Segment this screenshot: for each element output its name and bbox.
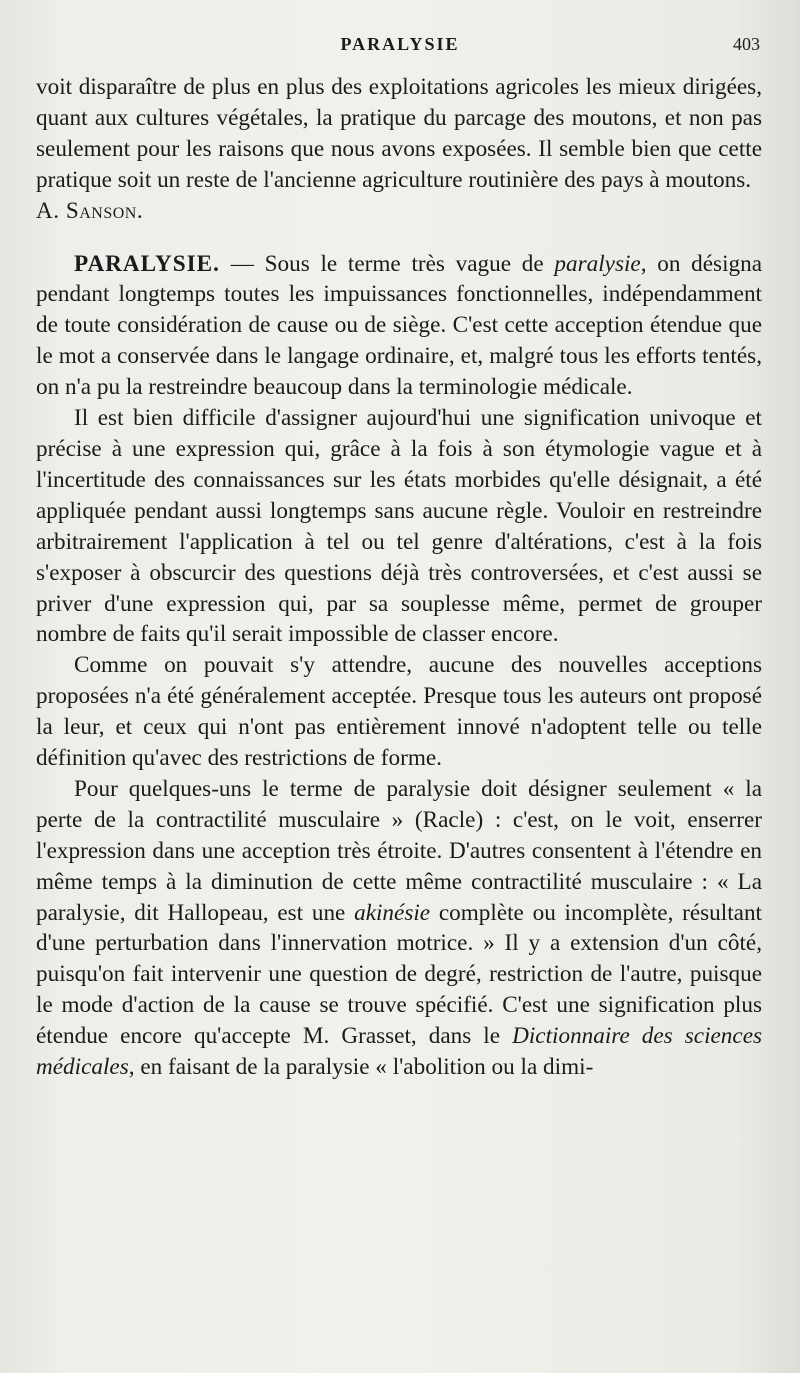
article-paragraph-2: Il est bien difficile d'assigner aujourd'hui une signification univoque et précise à une expression qui, grâce à la fois à son étymologie vague et à l'incertitude des connaissances sur les états morbides qu'elle désignait, a été appliquée pendant aussi longtemps sans aucune règle. Vouloir en restreindre arbitrairement l'application à tel ou tel genre d'altérations, c'est à la fois s'exposer à obscurcir des questions déjà très controversées, et c'est aussi se priver d'une expression qui, par sa souplesse même, permet de grouper nombre de faits qu'il serait impossible de classer encore. [36, 405, 762, 648]
article-paragraph-3: Comme on pouvait s'y attendre, aucune des nouvelles acceptions proposées n'a été généralement acceptée. Presque tous les auteurs ont proposé la leur, et ceux qui n'ont pas entièrement innové n'adoptent telle ou telle définition qu'avec des restrictions de forme. [36, 652, 762, 772]
emphasized-term: paralysie [554, 250, 641, 277]
cited-work-title: Dictionnaire des sciences médicales [36, 1023, 763, 1081]
body-text [36, 72, 762, 1083]
emphasized-term: akinésie [354, 899, 431, 926]
paragraph-text: — Sous le terme très vague de [219, 250, 555, 277]
entry-headword: PARALYSIE. [74, 250, 220, 277]
article-paragraph-4 [36, 774, 762, 1083]
previous-article-ending: voit disparaître de plus en plus des exploitations agricoles les mieux dirigées, quant aux cultures végétales, la pratique du parcage des moutons, et non pas seulement pour les raisons que nous avons exposées. Il semble bien que cette pratique soit un reste de l'ancienne agriculture routinière des pays à moutons. [36, 74, 762, 193]
page-number: 403 [733, 34, 760, 54]
paragraph-text: , on désigna pendant longtemps toutes les impuissances fonctionnelles, indépendamment de toute considération de cause ou de siège. C'est cette acception étendue que le mot a conservée dans le langage ordinaire, et, malgré tous les efforts tentés, on n'a pu la restreindre beaucoup dans la terminologie médicale. [36, 250, 762, 401]
paragraph-text: Pour quelques-uns le terme de paralysie doit désigner seulement « la perte de la contractilité musculaire » (Racle) : c'est, on le voit, enserrer l'expression dans une acception très étroite. D'autres consentent à l'étendre en même temps à la diminution de cette même contractilité musculaire : « La paralysie, dit Hallopeau, est une [36, 775, 762, 926]
author-signature: A. Sanson. [36, 197, 144, 224]
article-paragraph-1 [36, 249, 762, 404]
paragraph-text: , en faisant de la paralysie « l'abolition ou la dimi- [128, 1054, 594, 1081]
paragraph-text: complète ou incomplète, résultant d'une perturbation dans l'innervation motrice. » Il y a extension d'un côté, puisqu'on fait intervenir une question de degré, restriction de l'autre, puisque le mode d'action de la cause se trouve spécifié. C'est une signification plus étendue encore qu'accepte M. Grasset, dans le [36, 899, 762, 1050]
running-title: PARALYSIE [340, 34, 460, 54]
page-header [40, 34, 760, 58]
